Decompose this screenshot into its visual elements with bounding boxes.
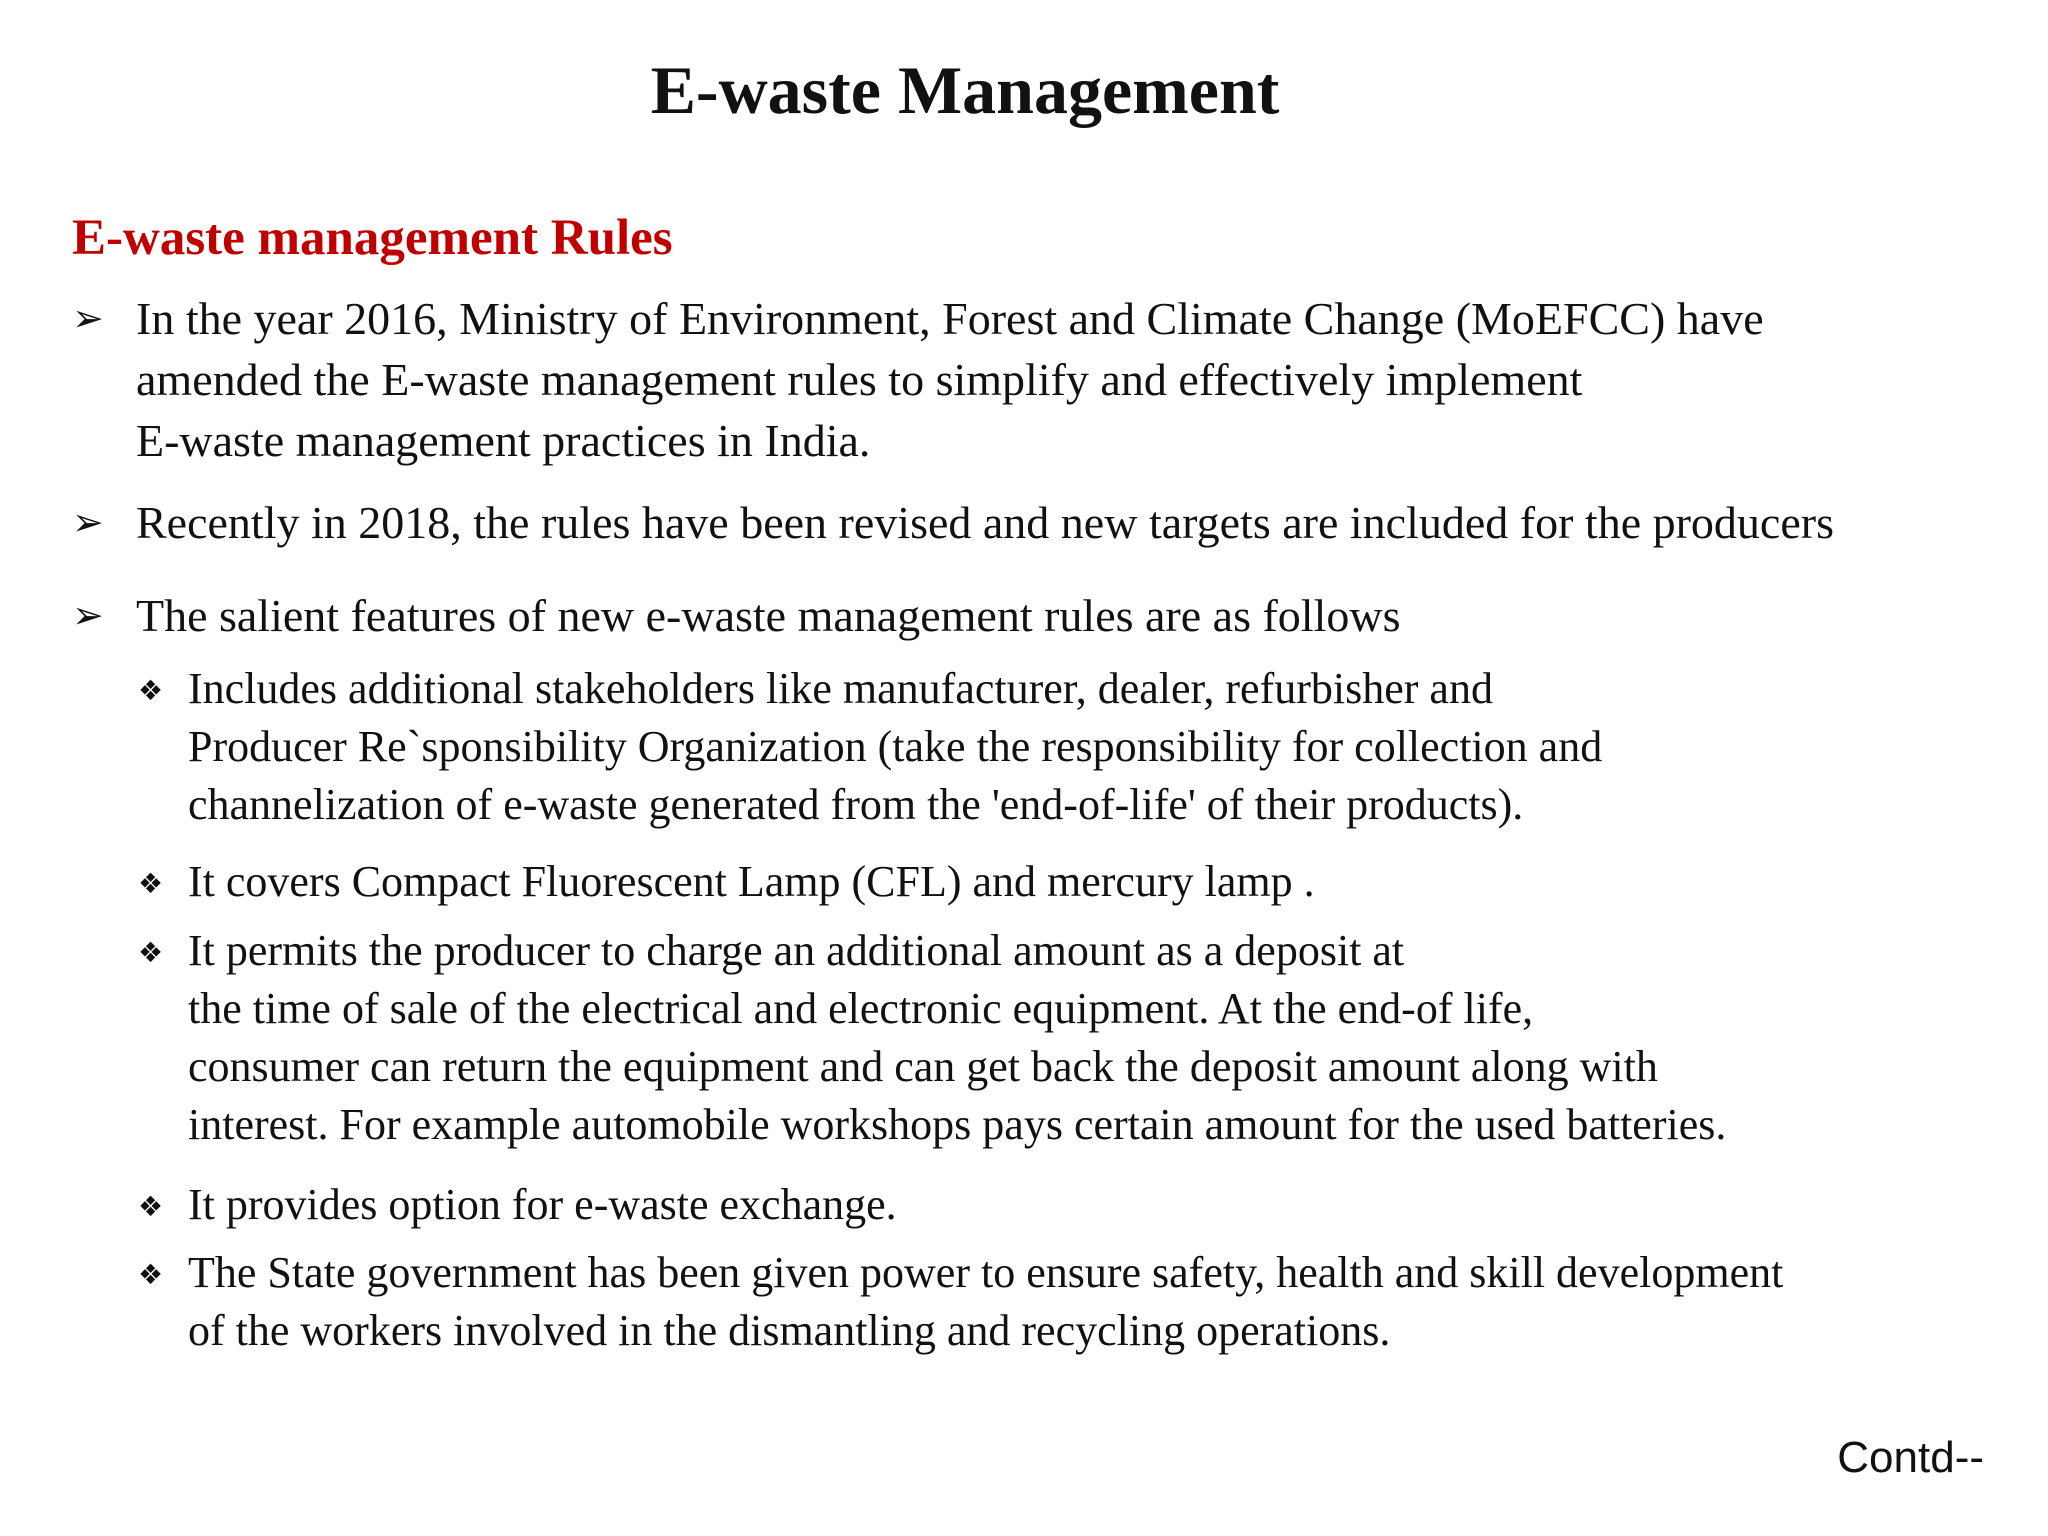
continued-note: Contd--	[1837, 1433, 1984, 1482]
bullet-item	[72, 585, 2032, 646]
diamond-bullet-icon: ❖	[138, 1190, 164, 1223]
bullet-text: The salient features of new e-waste management rules are as follows	[136, 590, 1401, 641]
bullet-item	[72, 492, 2032, 553]
sub-bullet-text: The State government has been given power to ensure safety, health and skill development of the workers involved in the dismantling and recycling operations.	[188, 1248, 1784, 1355]
bullet-text: In the year 2016, Ministry of Environment, Forest and Climate Change (MoEFCC) have amended the E-waste management rules to simplify and effectively implement E-waste management practices in India.	[136, 293, 1764, 466]
section-heading: E-waste management Rules	[72, 210, 673, 266]
diamond-bullet-icon: ❖	[138, 1258, 164, 1291]
diamond-bullet-icon: ❖	[138, 867, 164, 900]
bullet-text: Recently in 2018, the rules have been revised and new targets are included for the producers	[136, 497, 1834, 548]
sub-bullet-text: It permits the producer to charge an additional amount as a deposit at the time of sale of the electrical and electronic equipment. At the end-of life, consumer can return the equipment and can get back the deposit amount along with interest. For example automobile workshops pays certain amount for the used batteries.	[188, 926, 1727, 1149]
sub-bullet-item	[138, 1244, 1938, 1360]
slide-title: E-waste Management	[650, 52, 1280, 128]
arrow-bullet-icon: ➢	[72, 296, 104, 340]
sub-bullet-text: It covers Compact Fluorescent Lamp (CFL) and mercury lamp .	[188, 857, 1315, 906]
sub-bullet-item	[138, 922, 1938, 1154]
arrow-bullet-icon: ➢	[72, 593, 104, 637]
sub-bullet-text: Includes additional stakeholders like manufacturer, dealer, refurbisher and Producer Re`sponsibility Organization (take the responsibility for collection and channelization of e-waste generated from the 'end-of-life' of their products).	[188, 664, 1603, 829]
sub-bullet-item	[138, 1176, 1938, 1234]
sub-bullet-item	[138, 853, 1938, 911]
sub-bullet-item	[138, 660, 1938, 834]
arrow-bullet-icon: ➢	[72, 500, 104, 544]
bullet-item	[72, 288, 2032, 471]
diamond-bullet-icon: ❖	[138, 936, 164, 969]
sub-bullet-text: It provides option for e-waste exchange.	[188, 1180, 897, 1229]
diamond-bullet-icon: ❖	[138, 674, 164, 707]
